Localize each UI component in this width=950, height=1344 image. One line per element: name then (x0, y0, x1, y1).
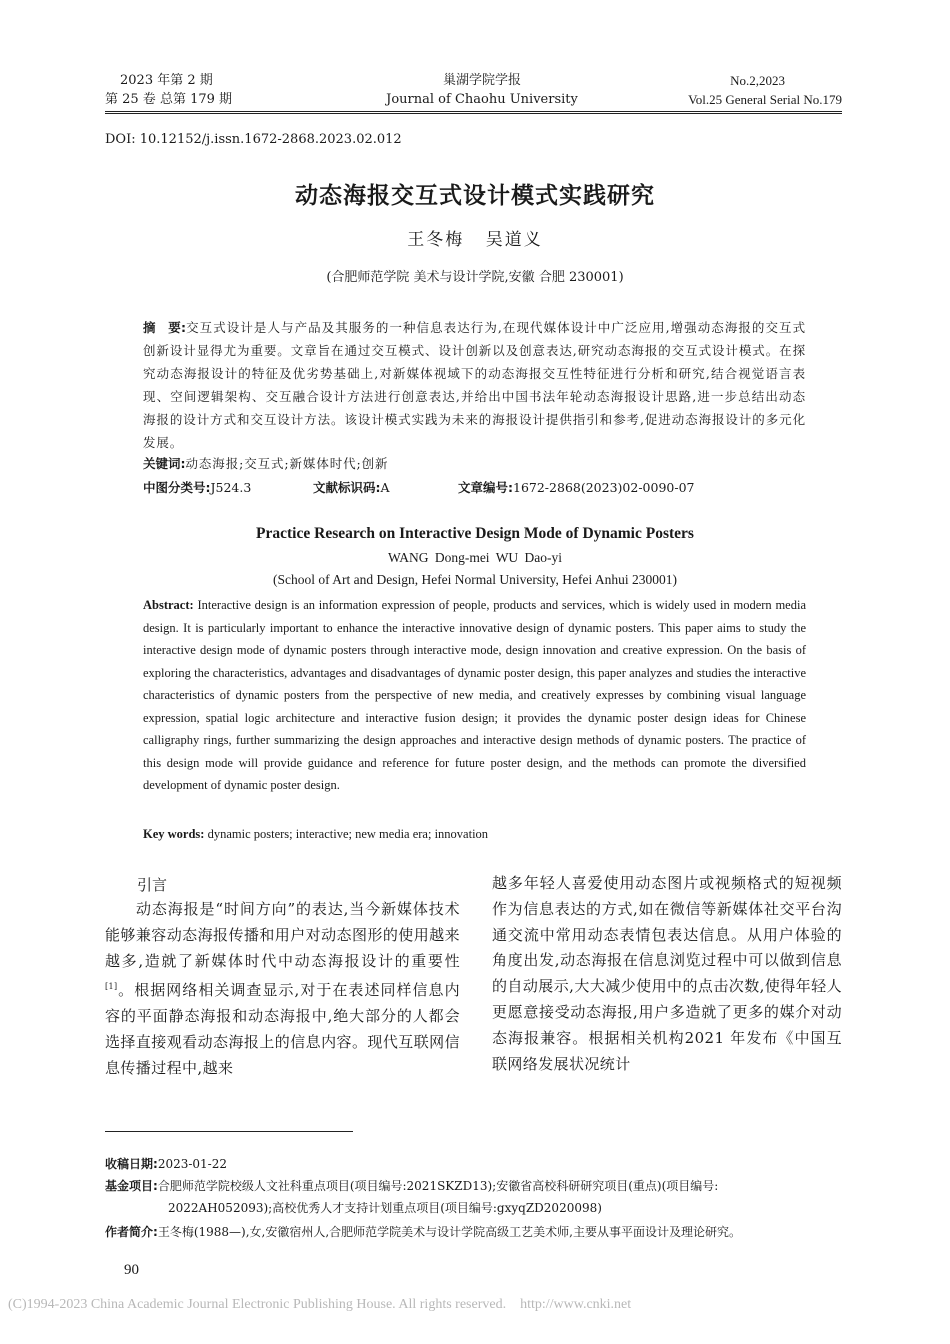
header-volume-en: Vol.25 General Serial No.179 (688, 92, 842, 107)
intro-column-left (105, 897, 460, 1082)
footnote-received (105, 1153, 845, 1175)
classification-article (458, 478, 694, 496)
doc-code-value: A (380, 480, 390, 495)
affiliation-en: (School of Art and Design, Hefei Normal University, Hefei Anhui 230001) (272, 572, 678, 587)
citation-ref: [1] (105, 982, 118, 992)
paper-title-cn: 动态海报交互式设计模式实践研究 (295, 183, 655, 209)
abstract-cn (143, 316, 806, 454)
abstract-cn-text: 交互式设计是人与产品及其服务的一种信息表达行为,在现代媒体设计中广泛应用,增强动态海报的交互式创新设计显得尤为重要。文章旨在通过交互模式、设计创新以及创意表达,研究动态海报的交互式设计模式。在探究动态海报设计的特征及优劣势基础上,对新媒体视域下的动态海报交互性特征进行分析和研究,结合视觉语言表现、空间逻辑架构、交互融合设计方法进行创意表达,并给出中国书法年轮动态海报设计思路,进一步总结出动态海报的设计方式和交互设计方法。该设计模式实践为未来的海报设计提供指引和参考,促进动态海报设计的多元化发展。 (143, 320, 807, 450)
clc-label: 中图分类号: (143, 480, 211, 495)
authors-cn: 王冬梅 吴道义 (407, 230, 543, 250)
fund-label: 基金项目: (105, 1179, 158, 1193)
article-no-label: 文章编号: (458, 480, 513, 495)
header-journal-cn: 巢湖学院学报 (442, 73, 521, 88)
keywords-cn-text: 动态海报;交互式;新媒体时代;创新 (185, 456, 389, 471)
header-journal-en: Journal of Chaohu University (386, 92, 578, 107)
header-issue-en: No.2,2023 (730, 73, 785, 88)
keywords-cn (143, 452, 806, 475)
article-no-value: 1672-2868(2023)02-0090-07 (513, 480, 695, 495)
author-bio: 王冬梅(1988—),女,安徽宿州人,合肥师范学院美术与设计学院高级工艺美术师,主要从事平面设计及理论研究。 (157, 1225, 741, 1239)
intro-left-text-a: 动态海报是“时间方向”的表达,当今新媒体技术能够兼容动态海报传播和用户对动态图形的使用越来越多,造就了新媒体时代中动态海报设计的重要性 (105, 900, 460, 970)
header-volume: 第 25 卷 总第 179 期 (105, 92, 233, 107)
received-label: 收稿日期: (105, 1157, 158, 1171)
footnote-author (105, 1221, 845, 1243)
clc-value: J524.3 (210, 480, 252, 495)
classification-clc (143, 478, 251, 496)
header-rule-thin (105, 111, 842, 112)
keywords-en-label: Key words: (143, 827, 205, 841)
paper-title-en: Practice Research on Interactive Design Mode of Dynamic Posters (256, 525, 694, 542)
keywords-en-text: dynamic posters; interactive; new media era; innovation (207, 827, 489, 841)
copyright-watermark: (C)1994-2023 China Academic Journal Electronic Publishing House. All rights reserved. http://www.cnki.net (8, 1297, 632, 1312)
author-bio-label: 作者简介: (105, 1225, 158, 1239)
abstract-en-text: Interactive design is an information expression of people, products and services, which is widely used in modern media design. It is particularly important to enhance the interactive innovative design of dynamic posters. This paper aims to study the interactive design mode of dynamic posters through interactive mode, design innovation and creative expression. On the basis of exploring the characteristics, advantages and disadvantages of dynamic poster design, this paper analyzes and studies the interactive characteristics of dynamic posters from the perspective of new media, and creatively expresses by combining visual language expression, spatial logic architecture and interactive fusion design; it provides the dynamic poster design ideas for Chinese calligraphy rings, further summarizing the design approaches and interactive design methods of dynamic posters. The practice of this design mode will provide guidance and reference for future poster design, and the methods can promote the diversified development of dynamic poster design. (143, 598, 806, 792)
abstract-en (143, 594, 806, 797)
keywords-cn-label: 关键词: (143, 456, 186, 471)
intro-column-right: 越多年轻人喜爱使用动态图片或视频格式的短视频作为信息表达的方式,如在微信等新媒体社交平台沟通交流中常用动态表情包表达信息。从用户体验的角度出发,动态海报在信息浏览过程中可以做到信息的自动展示,大大减少使用中的点击次数,使得年轻人更愿意接受动态海报,用户多造就了更多的媒介对动态海报兼容。根据相关机构2021 年发布《中国互联网络发展状况统计 (492, 874, 842, 1073)
section-heading-intro: 引言 (137, 876, 168, 894)
page-number: 90 (124, 1262, 139, 1278)
affiliation-cn: (合肥师范学院 美术与设计学院,安徽 合肥 230001) (326, 270, 624, 285)
keywords-en (143, 823, 806, 846)
received-date: 2023-01-22 (157, 1157, 227, 1171)
classification-doc (313, 478, 390, 496)
footnote-fund (105, 1175, 845, 1197)
doc-code-label: 文献标识码: (313, 480, 381, 495)
footnote-rule (105, 1131, 353, 1132)
abstract-cn-label: 摘 要: (143, 320, 186, 335)
header-issue: 2023 年第 2 期 (120, 73, 213, 88)
fund-line-1: 合肥师范学院校级人文社科重点项目(项目编号:2021SKZD13);安徽省高校科研研究项目(重点)(项目编号: (157, 1179, 719, 1193)
intro-left-text-b: 。根据网络相关调查显示,对于在表述同样信息内容的平面静态海报和动态海报中,绝大部分的人都会选择直接观看动态海报上的信息内容。现代互联网信息传播过程中,越来 (105, 981, 460, 1077)
fund-line-2: 2022AH052093);高校优秀人才支持计划重点项目(项目编号:gxyqZD2020098) (168, 1201, 602, 1215)
header-rule-thin-2 (105, 113, 842, 114)
doi: DOI: 10.12152/j.issn.1672-2868.2023.02.012 (105, 132, 402, 147)
abstract-en-label: Abstract: (143, 598, 194, 612)
authors-en: WANG Dong-mei WU Dao-yi (387, 550, 563, 565)
